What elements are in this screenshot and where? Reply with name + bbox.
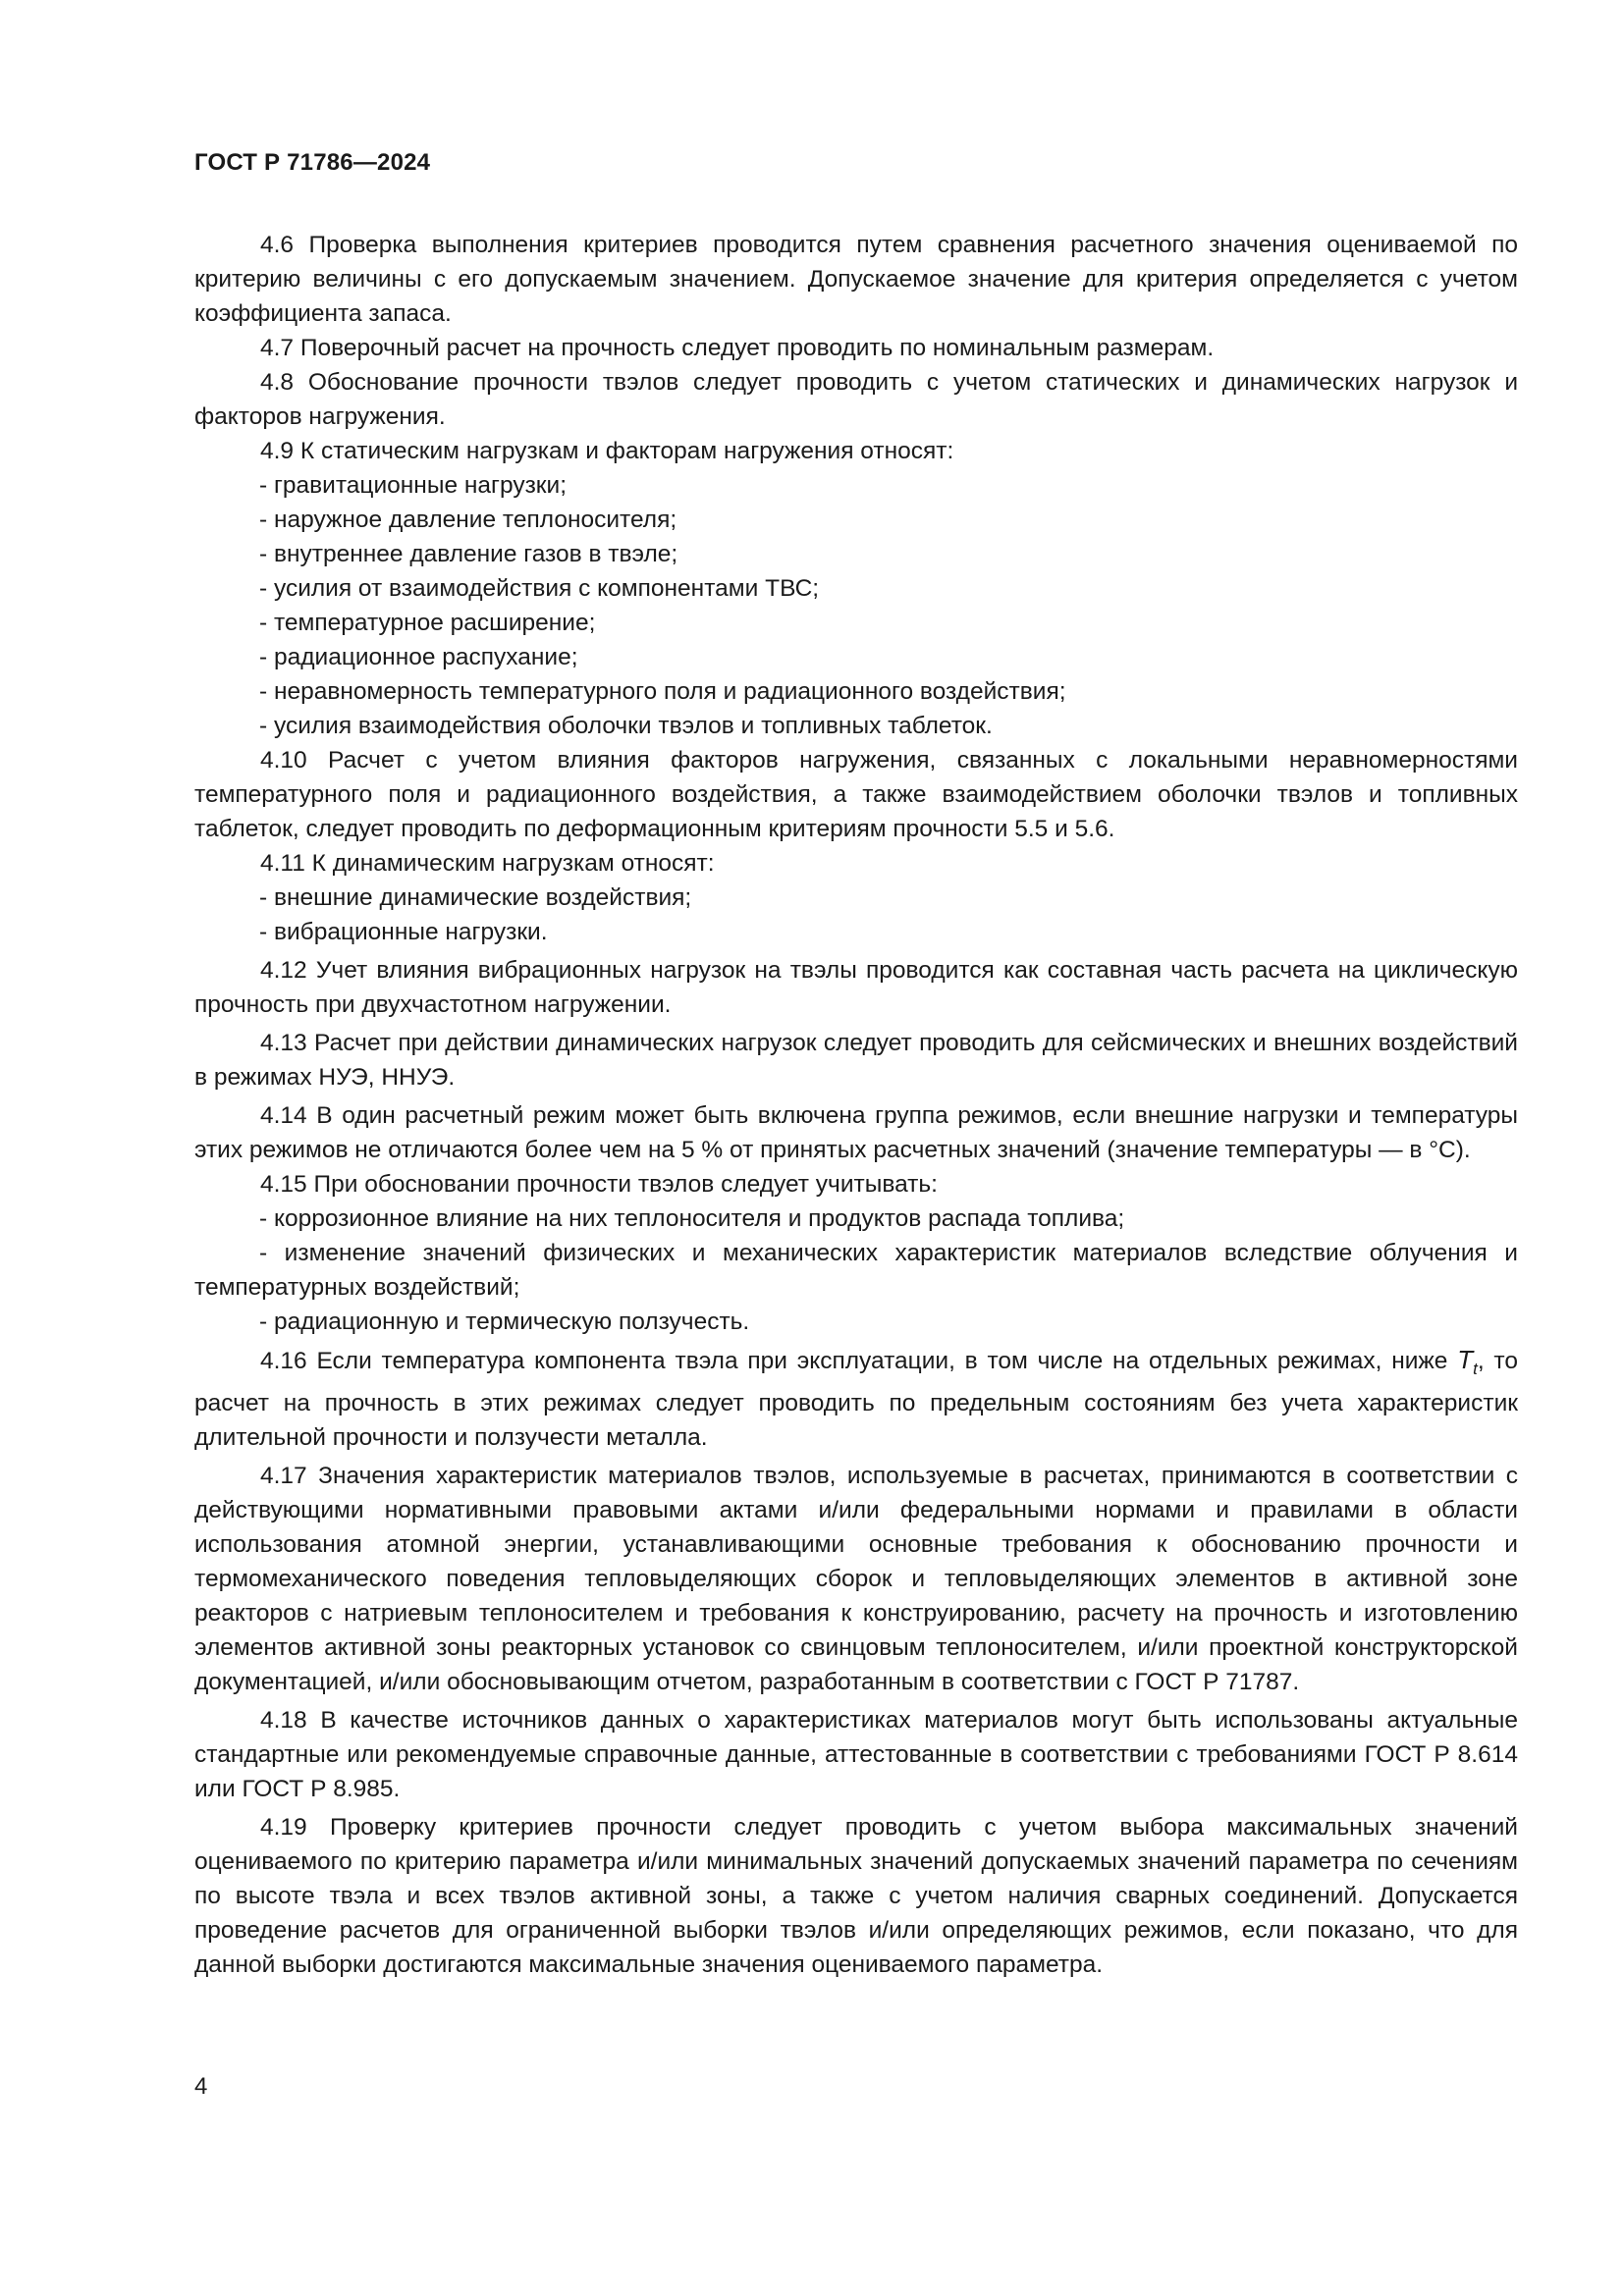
list-item: - радиационную и термическую ползучесть. bbox=[259, 1308, 750, 1335]
list-item: - изменение значений физических и механических характеристик материалов вследствие облучения и температурных воздействий; bbox=[194, 1240, 1518, 1301]
paragraph-4-7: 4.7 Поверочный расчет на прочность следует проводить по номинальным размерам. bbox=[260, 335, 1215, 361]
list-item: - гравитационные нагрузки; bbox=[259, 472, 568, 499]
document-header: ГОСТ Р 71786—2024 bbox=[194, 149, 431, 176]
paragraph-4-10: 4.10 Расчет с учетом влияния факторов нагружения, связанных с локальными неравномерностями температурного поля и радиационного воздействия, а также взаимодействием оболочки твэлов и топливных таблеток, следует проводить по деформационным критериям прочности 5.5 и 5.6. bbox=[194, 747, 1518, 842]
page-number: 4 bbox=[194, 2073, 208, 2100]
list-item: - усилия от взаимодействия с компонентами ТВС; bbox=[259, 575, 820, 602]
temperature-subscript: t bbox=[1473, 1359, 1478, 1378]
paragraph-4-14: 4.14 В один расчетный режим может быть включена группа режимов, если внешние нагрузки и температуры этих режимов не отличаются более чем на 5 % от принятых расчетных значений (значение температуры — в °С). bbox=[194, 1102, 1518, 1163]
paragraph-4-13: 4.13 Расчет при действии динамических нагрузок следует проводить для сейсмических и внешних воздействий в режимах НУЭ, ННУЭ. bbox=[194, 1030, 1518, 1091]
list-item: - вибрационные нагрузки. bbox=[259, 919, 548, 945]
temperature-symbol: T bbox=[1457, 1345, 1474, 1374]
paragraph-4-18: 4.18 В качестве источников данных о характеристиках материалов могут быть использованы актуальные стандартные или рекомендуемые справочные данные, аттестованные в соответствии с требованиями ГОСТ Р 8.614 или ГОСТ Р 8.985. bbox=[194, 1706, 1518, 1802]
list-item: - внешние динамические воздействия; bbox=[259, 884, 692, 911]
paragraph-4-19: 4.19 Проверку критериев прочности следует проводить с учетом выбора максимальных значений оцениваемого по критерию параметра и/или минимальных значений допускаемых значений параметра по сечениям по высоте твэла и всех твэлов активной зоны, а также с учетом наличия сварных соединений. Допускается проведение расчетов для ограниченной выборки твэлов и/или определяющих режимов, если показано, что для данной выборки достигаются максимальные значения оцениваемого параметра. bbox=[194, 1813, 1518, 1978]
paragraph-4-16 bbox=[194, 1343, 1518, 1455]
paragraph-4-15: 4.15 При обосновании прочности твэлов следует учитывать: bbox=[260, 1171, 938, 1198]
paragraph-4-8: 4.8 Обоснование прочности твэлов следует проводить с учетом статических и динамических нагрузок и факторов нагружения. bbox=[194, 369, 1518, 430]
paragraph-4-16-part-a: 4.16 Если температура компонента твэла при эксплуатации, в том числе на отдельных режимах, ниже bbox=[260, 1348, 1458, 1374]
paragraph-4-6: 4.6 Проверка выполнения критериев проводится путем сравнения расчетного значения оцениваемой по критерию величины с его допускаемым значением. Допускаемое значение для критерия определяется с учетом коэффициента запаса. bbox=[194, 232, 1518, 327]
list-item: - неравномерность температурного поля и радиационного воздействия; bbox=[259, 678, 1066, 705]
paragraph-4-9: 4.9 К статическим нагрузкам и факторам нагружения относят: bbox=[260, 438, 954, 464]
paragraph-4-11: 4.11 К динамическим нагрузкам относят: bbox=[260, 850, 715, 877]
paragraph-4-17: 4.17 Значения характеристик материалов твэлов, используемые в расчетах, принимаются в соответствии с действующими нормативными правовыми актами и/или федеральными нормами и правилами в области использования атомной энергии, устанавливающими основные требования к обоснованию прочности и термомеханического поведения тепловыделяющих сборок и тепловыделяющих элементов в активной зоне реакторов с натриевым теплоносителем и требования к конструированию, расчету на прочность и изготовлению элементов активной зоны реакторных установок со свинцовым теплоносителем, и/или проектной конструкторской документацией, и/или обосновывающим отчетом, разработанным в соответствии с ГОСТ Р 71787. bbox=[194, 1462, 1518, 1695]
paragraph-4-12: 4.12 Учет влияния вибрационных нагрузок на твэлы проводится как составная часть расчета на циклическую прочность при двухчастотном нагружении. bbox=[194, 957, 1518, 1018]
list-item: - усилия взаимодействия оболочки твэлов и топливных таблеток. bbox=[259, 713, 993, 739]
list-item: - наружное давление теплоносителя; bbox=[259, 507, 677, 533]
document-body bbox=[194, 228, 1518, 1982]
list-item: - внутреннее давление газов в твэле; bbox=[259, 541, 678, 567]
list-item: - коррозионное влияние на них теплоносителя и продуктов распада топлива; bbox=[259, 1205, 1125, 1232]
paragraph-4-16-part-b: , то расчет на прочность в этих режимах следует проводить по предельным состояниям без учета характеристик длительной прочности и ползучести металла. bbox=[194, 1348, 1519, 1451]
list-item: - температурное расширение; bbox=[259, 610, 596, 636]
list-item: - радиационное распухание; bbox=[259, 644, 578, 670]
